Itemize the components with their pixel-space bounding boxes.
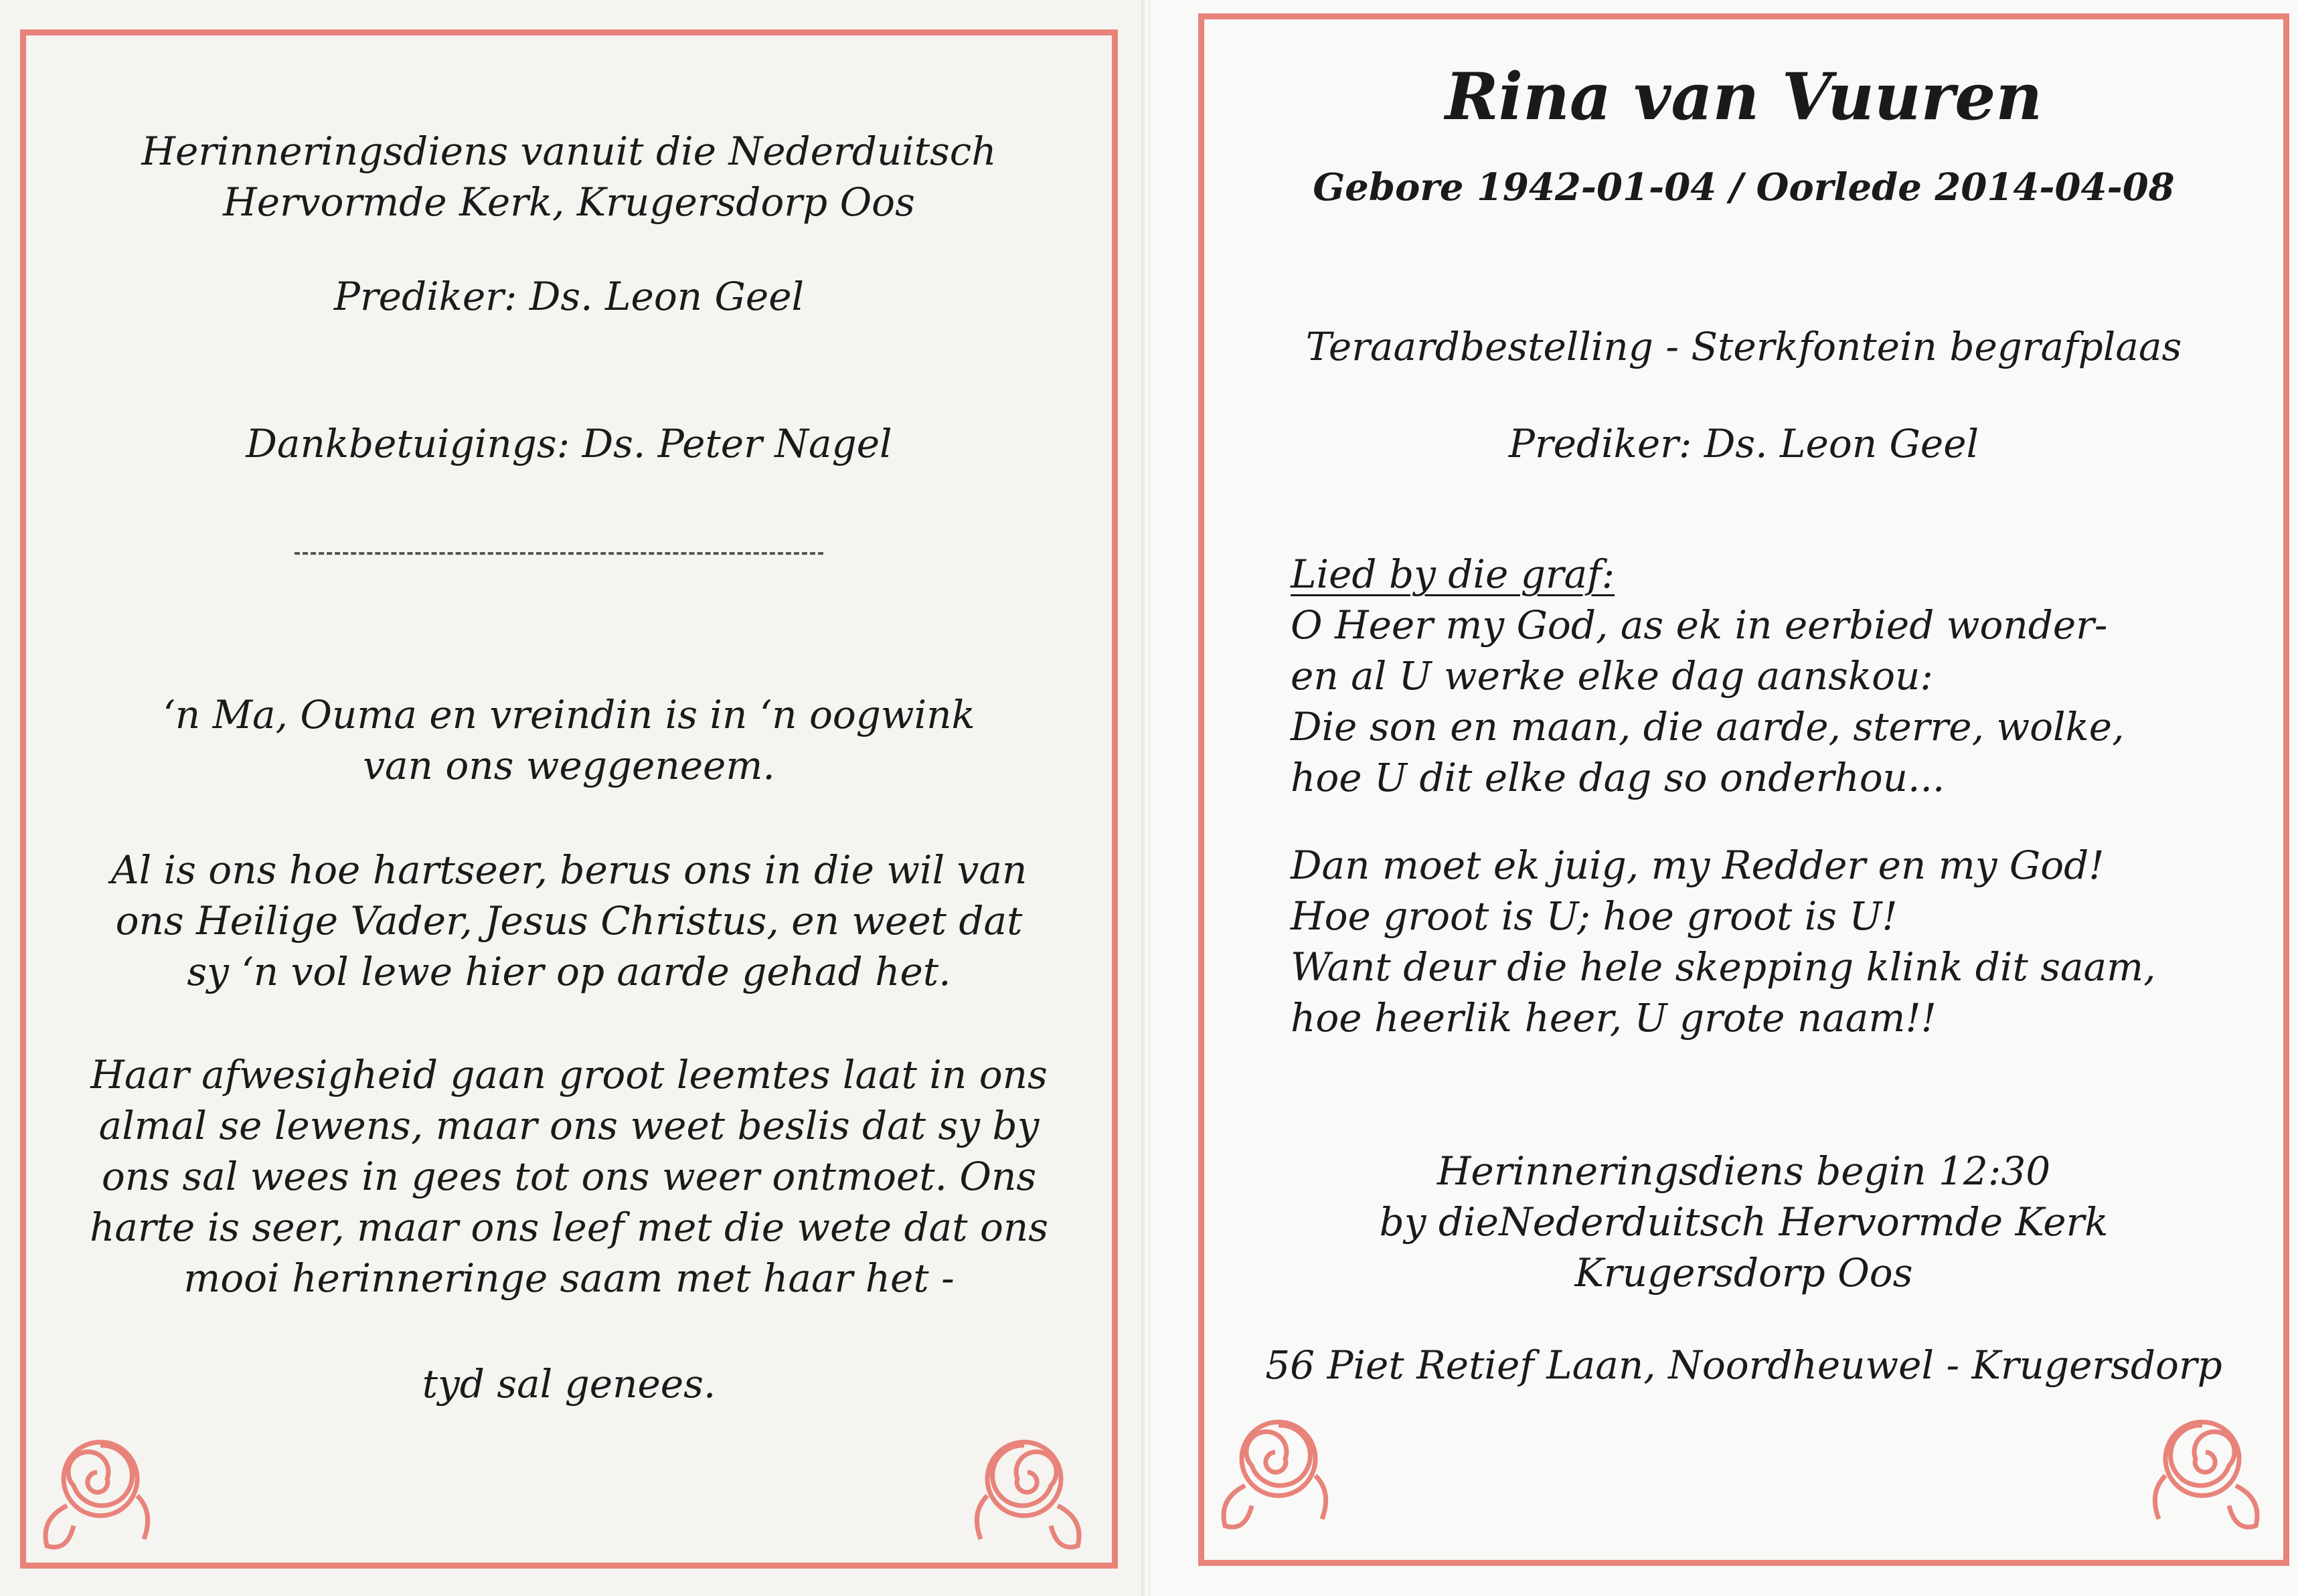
address-line: 56 Piet Retief Laan, Noordheuwel - Krugersdorp: [1265, 1342, 2222, 1388]
verse-1: [20, 689, 1118, 791]
song-line: en al U werke elke dag aanskou:: [1291, 653, 1933, 699]
left-preacher: Prediker: Ds. Leon Geel: [333, 274, 805, 319]
burial-line: Teraardbestelling - Sterkfontein begrafplaas: [1305, 324, 2182, 369]
song-line: O Heer my God, as ek in eerbied wonder-: [1291, 602, 2108, 648]
verse-line: Al is ons hoe hartseer, berus ons in die wil van: [110, 847, 1028, 893]
verse-line: ons Heilige Vader, Jesus Christus, en weet dat: [115, 898, 1023, 944]
swirl-ornament-icon: [1205, 1405, 1339, 1539]
service-heading: [20, 126, 1118, 228]
service-heading-line: Herinneringsdiens vanuit die Nederduitsch: [141, 128, 997, 174]
song-line: Dan moet ek juig, my Redder en my God!: [1291, 843, 2105, 888]
swirl-ornament-icon: [964, 1425, 1098, 1559]
verse-line: harte is seer, maar ons leef met die wete dat ons: [89, 1205, 1049, 1250]
service-line: Herinneringsdiens begin 12:30: [1437, 1148, 2051, 1194]
right-preacher: Prediker: Ds. Leon Geel: [1508, 421, 1979, 466]
birth-death-dates: Gebore 1942-01-04 / Oorlede 2014-04-08: [1313, 165, 2175, 209]
verse-line: ‘n Ma, Ouma en vreindin is in ‘n oogwink: [163, 692, 975, 737]
song-stanza-2: [1291, 840, 2156, 1043]
verse-line: mooi herinneringe saam met haar het -: [183, 1255, 955, 1301]
verse-line: Haar afwesigheid gaan groot leemtes laat in ons: [90, 1052, 1048, 1097]
verse-3: [20, 1049, 1118, 1304]
divider-line: [295, 552, 823, 555]
deceased-name: Rina van Vuuren: [1445, 59, 2043, 135]
service-heading-line: Hervormde Kerk, Krugersdorp Oos: [223, 179, 915, 225]
song-line: hoe U dit elke dag so onderhou...: [1291, 755, 1945, 800]
service-line: by dieNederduitsch Hervormde Kerk: [1379, 1199, 2109, 1245]
verse-line: almal se lewens, maar ons weet beslis dat sy by: [98, 1103, 1040, 1148]
verse-line: sy ‘n vol lewe hier op aarde gehad het.: [187, 949, 951, 994]
swirl-ornament-icon: [2142, 1405, 2276, 1539]
verse-line: ons sal wees in gees tot ons weer ontmoet. Ons: [101, 1154, 1037, 1199]
song-block: [1291, 549, 2125, 803]
thanks-line: Dankbetuigings: Ds. Peter Nagel: [246, 421, 892, 466]
fold-crease: [1141, 0, 1150, 1596]
verse-2: [20, 845, 1118, 997]
song-line: Hoe groot is U; hoe groot is U!: [1291, 893, 1898, 939]
service-line: Krugersdorp Oos: [1574, 1250, 1913, 1296]
verse-4: tyd sal genees.: [422, 1361, 716, 1407]
song-line: hoe heerlik heer, U grote naam!!: [1291, 995, 1937, 1041]
swirl-ornament-icon: [27, 1425, 161, 1559]
song-line: Want deur die hele skepping klink dit saam,: [1291, 944, 2156, 990]
song-line: Die son en maan, die aarde, sterre, wolke,: [1291, 704, 2125, 749]
service-info: [1198, 1146, 2289, 1298]
song-title: Lied by die graf:: [1291, 551, 1615, 597]
verse-line: van ons weggeneem.: [363, 743, 775, 788]
left-border-frame: [20, 29, 1118, 1569]
